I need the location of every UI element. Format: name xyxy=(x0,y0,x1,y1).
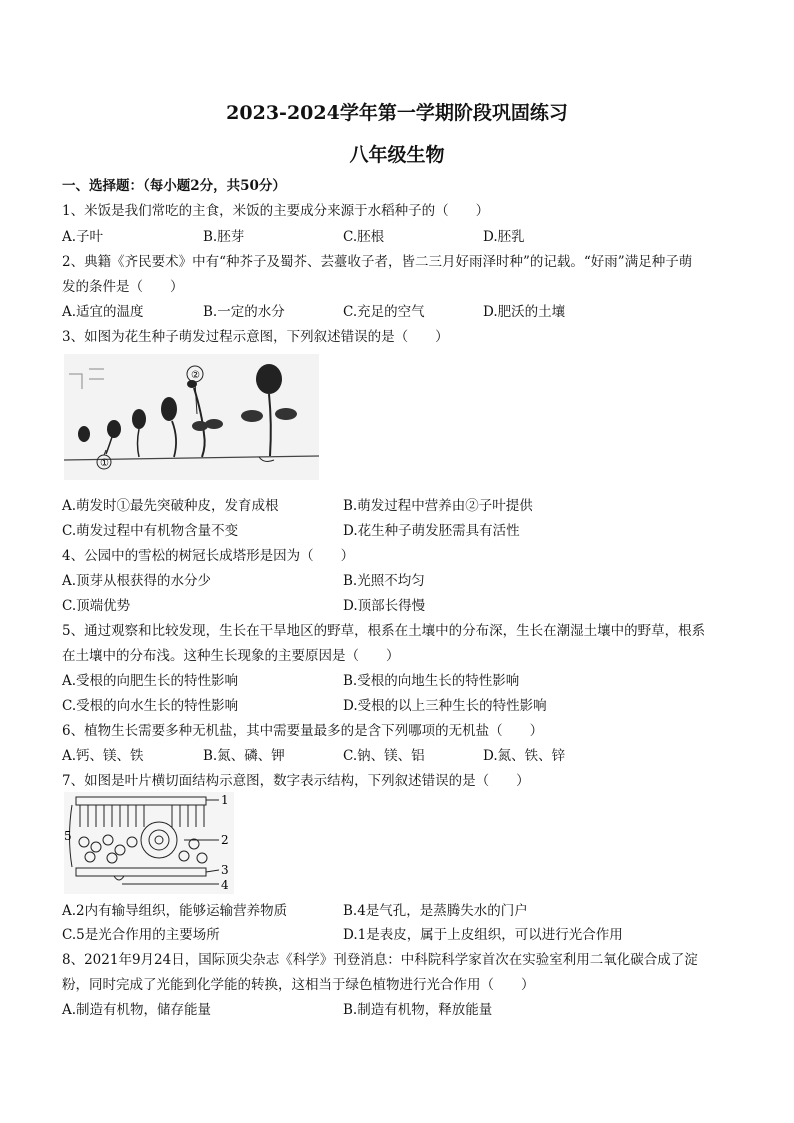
q8-option-a: A.制造有机物，储存能量 xyxy=(62,1002,212,1018)
q7-option-d: D.1是表皮，属于上皮组织，可以进行光合作用 xyxy=(343,927,623,943)
q8-option-b: B.制造有机物，释放能量 xyxy=(343,1002,493,1018)
q7-option-c: C.5是光合作用的主要场所 xyxy=(62,927,220,943)
leaf-label-1: 1 xyxy=(221,793,229,807)
q1-option-b: B.胚芽 xyxy=(203,229,245,245)
q5-option-a: A.受根的向肥生长的特性影响 xyxy=(62,673,239,689)
q2-option-b: B.一定的水分 xyxy=(203,304,285,320)
label-1: ① xyxy=(100,458,109,469)
q1-option-d: D.胚乳 xyxy=(483,229,525,245)
q1-option-a: A.子叶 xyxy=(62,229,104,245)
q6-option-a: A.钙、镁、铁 xyxy=(62,748,144,764)
question-5-stem-line2: 在土壤中的分布浅。这种生长现象的主要原因是（ ） xyxy=(62,648,400,664)
q7-option-b: B.4是气孔，是蒸腾失水的门户 xyxy=(343,903,528,919)
leaf-label-5: 5 xyxy=(64,829,72,843)
q5-option-b: B.受根的向地生长的特性影响 xyxy=(343,673,520,689)
leaf-label-2: 2 xyxy=(221,833,229,847)
section-heading: 一、选择题：（每小题2分，共50分） xyxy=(62,178,286,194)
question-8-stem-line1: 8、2021年9月24日，国际顶尖杂志《科学》刊登消息：中科院科学家首次在实验室利用二氧化碳合成了淀 xyxy=(62,952,698,968)
q4-option-d: D.顶部长得慢 xyxy=(343,598,426,614)
exam-title: 2023-2024学年第一学期阶段巩固练习 xyxy=(226,102,568,124)
q3-option-b: B.萌发过程中营养由②子叶提供 xyxy=(343,498,533,514)
question-2-stem-line2: 发的条件是（ ） xyxy=(62,279,184,295)
question-4-stem: 4、公园中的雪松的树冠长成塔形是因为（ ） xyxy=(62,548,355,564)
q4-option-c: C.顶端优势 xyxy=(62,598,131,614)
q7-option-a: A.2内有输导组织，能够运输营养物质 xyxy=(62,903,288,919)
q4-option-a: A.顶芽从根获得的水分少 xyxy=(62,573,212,589)
question-2-stem-line1: 2、典籍《齐民要术》中有“种芥子及蜀芥、芸薹收子者，皆二三月好雨泽时种”的记载。“好雨”满足种子萌 xyxy=(62,254,693,270)
q6-option-b: B.氮、磷、钾 xyxy=(203,748,285,764)
peanut-germination-figure xyxy=(64,354,319,480)
leaf-cross-section-figure xyxy=(64,792,234,894)
q6-option-c: C.钠、镁、铝 xyxy=(343,748,425,764)
q2-option-d: D.肥沃的土壤 xyxy=(483,304,566,320)
q1-option-c: C.胚根 xyxy=(343,229,385,245)
question-7-stem: 7、如图是叶片横切面结构示意图，数字表示结构，下列叙述错误的是（ ） xyxy=(62,773,530,789)
question-6-stem: 6、植物生长需要多种无机盐，其中需要量最多的是含下列哪项的无机盐（ ） xyxy=(62,723,544,739)
leaf-label-4: 4 xyxy=(221,878,229,892)
q2-option-a: A.适宜的温度 xyxy=(62,304,144,320)
exam-subtitle: 八年级生物 xyxy=(349,144,445,166)
question-3-stem: 3、如图为花生种子萌发过程示意图，下列叙述错误的是（ ） xyxy=(62,329,449,345)
q5-option-c: C.受根的向水生长的特性影响 xyxy=(62,698,239,714)
q3-option-c: C.萌发过程中有机物含量不变 xyxy=(62,523,239,539)
q4-option-b: B.光照不均匀 xyxy=(343,573,425,589)
question-8-stem-line2: 粉，同时完成了光能到化学能的转换，这相当于绿色植物进行光合作用（ ） xyxy=(62,977,535,993)
q6-option-d: D.氮、铁、锌 xyxy=(483,748,566,764)
q3-option-a: A.萌发时①最先突破种皮，发育成根 xyxy=(62,498,279,514)
label-2: ② xyxy=(191,370,200,381)
q5-option-d: D.受根的以上三种生长的特性影响 xyxy=(343,698,547,714)
question-5-stem-line1: 5、通过观察和比较发现，生长在干旱地区的野草，根系在土壤中的分布深，生长在潮湿土壤中的野草，根系 xyxy=(62,623,706,639)
leaf-label-3: 3 xyxy=(221,863,229,877)
q2-option-c: C.充足的空气 xyxy=(343,304,425,320)
question-1-stem: 1、米饭是我们常吃的主食，米饭的主要成分来源于水稻种子的（ ） xyxy=(62,203,490,219)
q3-option-d: D.花生种子萌发胚需具有活性 xyxy=(343,523,520,539)
